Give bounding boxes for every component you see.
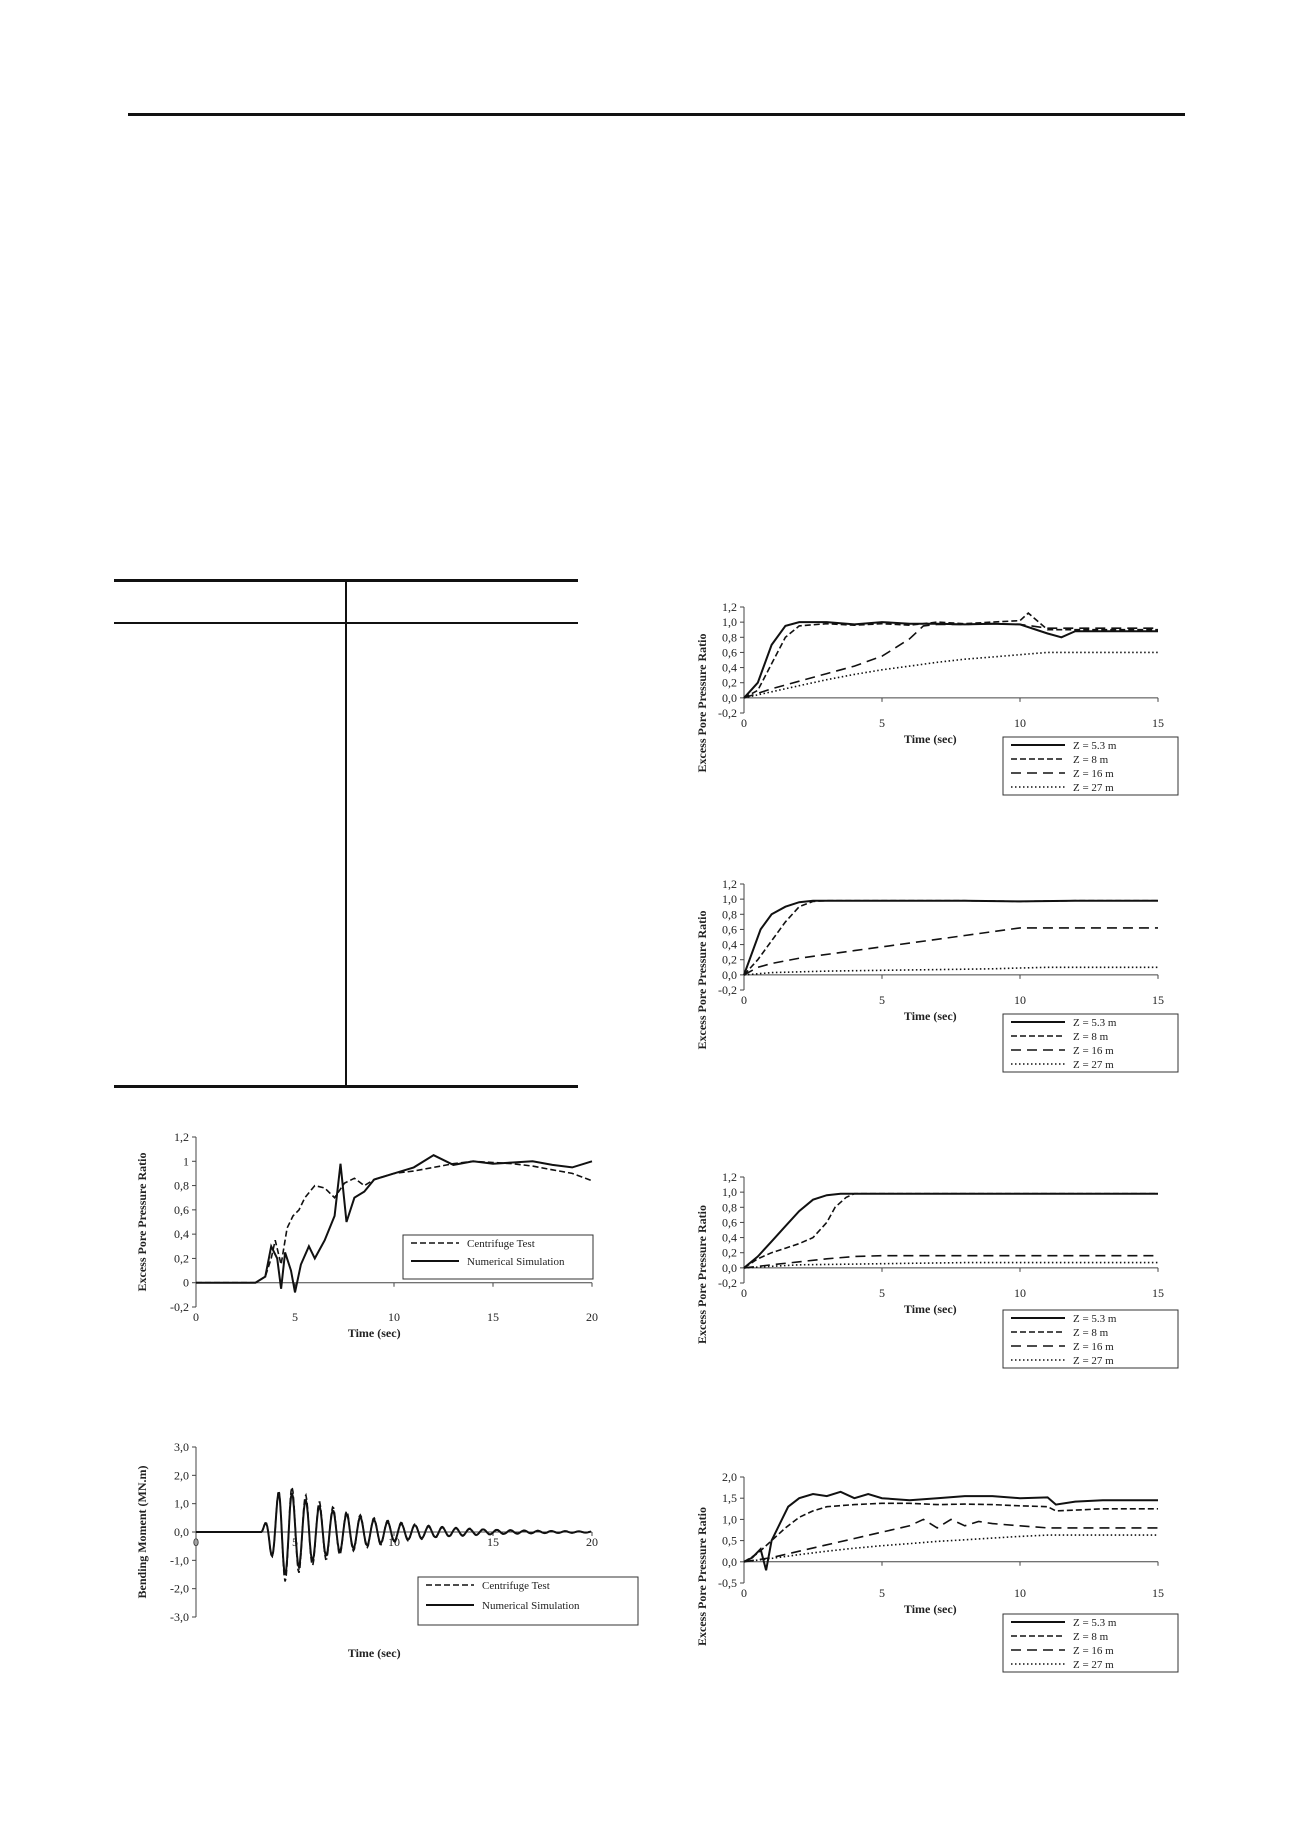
y-tick-label: 1,0: [722, 1512, 737, 1527]
legend-label: Z = 8 m: [1073, 1327, 1109, 1339]
y-axis-label: Excess Pore Pressure Ratio: [135, 1152, 149, 1292]
y-tick-label: 0,8: [722, 1200, 737, 1215]
x-tick-label: 10: [1014, 1586, 1026, 1600]
x-tick-label: 5: [292, 1310, 298, 1324]
y-tick-label: 0,4: [722, 937, 737, 952]
y-tick-label: 2,0: [722, 1470, 737, 1484]
x-tick-label: 10: [1014, 716, 1026, 730]
y-tick-label: 1,2: [174, 1130, 189, 1144]
x-tick-label: 20: [586, 1535, 598, 1549]
y-tick-label: -0,2: [170, 1300, 189, 1314]
y-tick-label: 0: [183, 1275, 189, 1290]
chart-epp-depth-c: [688, 1165, 1178, 1368]
x-tick-label: 5: [879, 1586, 885, 1600]
legend-label: Z = 16 m: [1073, 1645, 1114, 1657]
chart-bending-moment: [128, 1435, 638, 1665]
x-tick-label: 0: [741, 993, 747, 1007]
x-axis-label: Time (sec): [903, 732, 957, 746]
y-tick-label: -3,0: [170, 1610, 189, 1624]
y-axis-label: Excess Pore Pressure Ratio: [695, 633, 709, 773]
y-tick-label: 0,0: [722, 1554, 737, 1569]
x-tick-label: 15: [487, 1310, 499, 1324]
y-tick-label: 0,8: [722, 630, 737, 645]
chart-svg: [688, 1465, 1178, 1672]
y-tick-label: -2,0: [170, 1581, 189, 1596]
x-tick-label: 15: [487, 1535, 499, 1549]
y-tick-label: -0,2: [718, 1276, 737, 1290]
x-tick-label: 15: [1152, 716, 1164, 730]
y-tick-label: 0,4: [174, 1227, 189, 1242]
x-tick-label: 0: [193, 1310, 199, 1324]
y-tick-label: 1,0: [722, 615, 737, 630]
y-tick-label: -0,2: [718, 983, 737, 997]
y-tick-label: 1,2: [722, 600, 737, 614]
y-tick-label: 0,6: [722, 645, 737, 660]
x-tick-label: 15: [1152, 993, 1164, 1007]
legend-label: Z = 5.3 m: [1073, 740, 1117, 752]
x-axis-label: Time (sec): [347, 1326, 401, 1340]
x-axis-label: Time (sec): [347, 1646, 401, 1660]
y-tick-label: 0,2: [722, 675, 737, 690]
legend-label: Z = 16 m: [1073, 1045, 1114, 1057]
x-axis-label: Time (sec): [903, 1302, 957, 1316]
legend-label: Z = 16 m: [1073, 768, 1114, 780]
y-tick-label: -0,5: [718, 1576, 737, 1590]
y-tick-label: 1,0: [174, 1496, 189, 1511]
x-tick-label: 5: [879, 716, 885, 730]
y-tick-label: 0,6: [174, 1202, 189, 1217]
legend-label: Z = 16 m: [1073, 1341, 1114, 1353]
legend-label: Z = 27 m: [1073, 1355, 1114, 1367]
y-tick-label: 0,0: [722, 967, 737, 982]
x-tick-label: 10: [388, 1535, 400, 1549]
x-tick-label: 0: [741, 1586, 747, 1600]
x-tick-label: 5: [292, 1535, 298, 1549]
y-tick-label: 0,8: [722, 907, 737, 922]
series-line: [744, 1263, 1158, 1268]
x-tick-label: 20: [586, 1310, 598, 1324]
y-tick-label: 2,0: [174, 1468, 189, 1483]
x-tick-label: 0: [741, 716, 747, 730]
chart-svg: [688, 1165, 1178, 1368]
y-tick-label: 0,2: [722, 1245, 737, 1260]
series-line: [744, 967, 1158, 975]
y-tick-label: 1: [183, 1154, 189, 1169]
y-tick-label: 0,6: [722, 1215, 737, 1230]
y-tick-label: 0,0: [722, 1260, 737, 1275]
x-tick-label: 10: [1014, 1286, 1026, 1300]
y-axis-label: Excess Pore Pressure Ratio: [695, 1205, 709, 1344]
y-tick-label: 1,5: [722, 1491, 737, 1506]
legend-label: Z = 8 m: [1073, 754, 1109, 766]
x-tick-label: 10: [1014, 993, 1026, 1007]
y-tick-label: 3,0: [174, 1440, 189, 1454]
x-axis-label: Time (sec): [903, 1009, 957, 1023]
chart-epp-depth-d: [688, 1465, 1178, 1672]
x-tick-label: 5: [879, 1286, 885, 1300]
legend-label: Z = 5.3 m: [1073, 1617, 1117, 1629]
x-axis-label: Time (sec): [903, 1602, 957, 1616]
legend-label: Z = 8 m: [1073, 1031, 1109, 1043]
y-tick-label: 0,2: [722, 952, 737, 967]
series-line: [744, 613, 1158, 698]
chart-svg: [128, 1125, 628, 1365]
y-tick-label: 1,2: [722, 1170, 737, 1184]
legend-label: Numerical Simulation: [482, 1600, 580, 1612]
y-tick-label: 0,2: [174, 1251, 189, 1266]
x-tick-label: 15: [1152, 1586, 1164, 1600]
legend-label: Z = 27 m: [1073, 782, 1114, 794]
legend-label: Z = 27 m: [1073, 1659, 1114, 1671]
chart-epp-depth-a: [688, 595, 1178, 795]
chart-svg: [688, 595, 1178, 795]
series-line: [744, 1535, 1158, 1562]
legend-label: Centrifuge Test: [467, 1238, 535, 1250]
legend-label: Centrifuge Test: [482, 1580, 550, 1592]
y-tick-label: 0,8: [174, 1178, 189, 1193]
y-tick-label: 1,2: [722, 877, 737, 891]
series-line: [744, 652, 1158, 698]
y-axis-label: Bending Moment (MN.m): [135, 1465, 149, 1599]
y-tick-label: 0,6: [722, 922, 737, 937]
page-top-rule: [128, 113, 1185, 116]
series-line: [744, 1503, 1158, 1562]
y-tick-label: 0,0: [722, 690, 737, 705]
table-column-divider: [345, 581, 347, 1086]
chart-epp-comparison: [128, 1125, 628, 1365]
y-tick-label: 0,5: [722, 1533, 737, 1548]
series-line: [744, 622, 1158, 698]
x-tick-label: 10: [388, 1310, 400, 1324]
legend-label: Z = 8 m: [1073, 1631, 1109, 1643]
y-tick-label: 1,0: [722, 892, 737, 907]
y-tick-label: 0,4: [722, 660, 737, 675]
y-tick-label: -1,0: [170, 1553, 189, 1568]
x-tick-label: 15: [1152, 1286, 1164, 1300]
chart-svg: [688, 872, 1178, 1072]
chart-svg: [128, 1435, 638, 1665]
series-line: [744, 1194, 1158, 1268]
series-line: [744, 624, 1158, 698]
y-tick-label: 0,0: [174, 1525, 189, 1539]
y-tick-label: 0,4: [722, 1230, 737, 1245]
x-tick-label: 0: [741, 1286, 747, 1300]
chart-epp-depth-b: [688, 872, 1178, 1072]
legend-label: Z = 27 m: [1073, 1059, 1114, 1071]
legend-label: Z = 5.3 m: [1073, 1017, 1117, 1029]
legend-label: Numerical Simulation: [467, 1256, 565, 1268]
legend-label: Z = 5.3 m: [1073, 1313, 1117, 1325]
x-tick-label: 5: [879, 993, 885, 1007]
x-tick-label: 0: [193, 1535, 199, 1549]
y-axis-label: Excess Pore Pressure Ratio: [695, 910, 709, 1050]
y-tick-label: 1,0: [722, 1185, 737, 1200]
y-axis-label: Excess Pore Pressure Ratio: [695, 1507, 709, 1646]
y-tick-label: -0,2: [718, 706, 737, 720]
